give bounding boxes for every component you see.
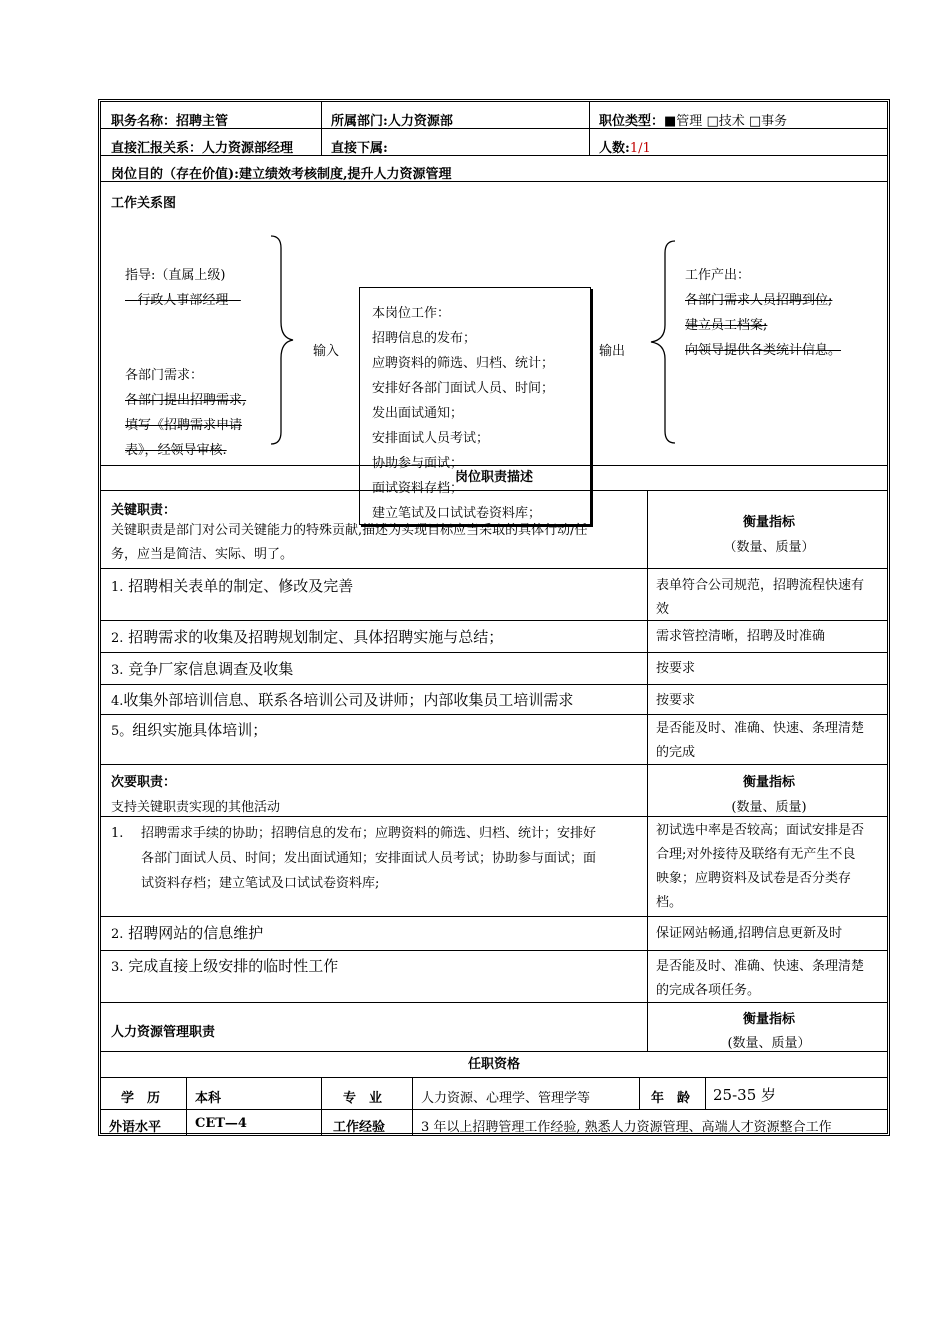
key-measure-title: 衡量指标 [742,515,795,530]
dept-cell [331,110,453,128]
output-line-1: 各部门需求人员招聘到位; [685,293,833,308]
dept-value: 人力资源部 [387,114,453,129]
key-item-2-measure: 需求管控清晰，招聘及时准确 [656,629,826,644]
secondary-item-1 [101,817,887,917]
key-item-5 [101,715,887,765]
hr-duties-row [101,1003,887,1052]
purpose-cell [111,163,451,181]
left-brace-icon [267,234,299,446]
center-line-3: 安排好各部门面试人员、时间； [372,381,555,396]
key-item-4-label: 收集外部培训信息、联系各培训公司及讲师；内部收集员工培训需求 [123,691,574,709]
key-measure-sub: （数量、质量） [723,540,815,555]
lang-value: CET—4 [195,1116,247,1131]
edu-label: 学 历 [121,1091,161,1106]
qualification-row-2 [101,1110,887,1136]
report-value: 人力资源部经理 [202,141,294,156]
secondary-measure-sub: (数量、质量) [731,800,807,815]
job-title-label: 职务名称： [111,114,177,129]
job-title-cell [111,110,228,128]
count-label: 人数: [599,141,630,156]
dept-need-line-2: 填写《招聘需求申请 [125,418,243,433]
output-line-2: 建立员工档案; [685,318,768,333]
type-option-affairs: □事务 [748,114,788,129]
dept-label: 所属部门: [331,114,388,129]
secondary-item-2-label: 招聘网站的信息维护 [128,924,264,942]
center-title: 本岗位工作： [372,306,451,321]
job-description-table [98,99,890,1136]
major-label: 专 业 [343,1091,383,1106]
key-title: 关键职责： [111,503,177,518]
key-item-1 [101,569,887,621]
hr-measure-sub: (数量、质量） [727,1036,811,1051]
secondary-item-2 [101,917,887,951]
key-duties-header [101,491,887,569]
key-item-4 [101,685,887,715]
major-value: 人力资源、心理学、管理学等 [421,1091,591,1106]
exp-label: 工作经验 [333,1120,386,1135]
secondary-item-1-line-3: 试资料存档；建立笔试及口试试卷资料库; [141,876,380,891]
key-item-1-text [111,575,353,596]
type-cell [599,110,787,128]
edu-value: 本科 [195,1091,222,1106]
secondary-title: 次要职责： [111,775,177,790]
center-line-8: 建立笔试及口试试卷资料库； [372,506,542,521]
key-item-5-text [111,719,267,740]
output-title: 工作产出： [685,268,751,283]
secondary-item-3-label: 完成直接上级安排的临时性工作 [128,957,339,975]
key-item-2 [101,621,887,653]
secondary-measure-title: 衡量指标 [742,775,795,790]
guide-value [125,289,241,308]
job-title-value: 招聘主管 [176,114,229,129]
qualification-row-1 [101,1078,887,1110]
lang-label: 外语水平 [109,1120,162,1135]
key-item-3-num: 3. [111,663,124,678]
center-line-2: 应聘资料的筛选、归档、统计； [372,356,555,371]
count-value: 1/1 [629,141,651,156]
key-item-5-num: 5。 [111,724,133,739]
secondary-item-1-measure-4: 档。 [656,895,683,910]
secondary-duties-header [101,765,887,817]
output-line-3: 向领导提供各类统计信息。 [685,343,842,358]
center-line-6: 协助参与面试； [372,456,464,471]
secondary-item-1-line-1: 招聘需求手续的协助；招聘信息的发布；应聘资料的筛选、归档、统计；安排好 [141,826,597,841]
type-option-management: ■管理 [664,114,703,129]
output-label: 输出 [599,344,626,359]
center-line-4: 发出面试通知； [372,406,464,421]
secondary-item-1-measure-3: 映象；应聘资料及试卷是否分类存 [656,871,852,886]
key-item-5-measure-1: 是否能及时、准确、快速、条理清楚 [656,721,865,736]
secondary-item-2-text [111,922,263,943]
center-line-1: 招聘信息的发布； [372,331,477,346]
key-item-1-num: 1. [111,580,124,595]
key-desc-line-1: 关键职责是部门对公司关键能力的特殊贡献,描述为实现目标应当采取的具体行动/任 [111,523,588,538]
right-brace-icon [645,239,679,445]
input-label: 输入 [313,344,340,359]
key-item-4-num: 4. [111,694,124,709]
key-item-2-label: 招聘需求的收集及招聘规划制定、具体招聘实施与总结； [128,628,504,646]
hr-title: 人力资源管理职责 [111,1025,216,1040]
secondary-item-3-measure-1: 是否能及时、准确、快速、条理清楚 [656,959,865,974]
center-line-7: 面试资料存档； [372,481,464,496]
row-report [101,129,887,156]
subordinate-cell [331,137,388,155]
exp-value: 3 年以上招聘管理工作经验, 熟悉人力资源管理、高端人才资源整合工作 [421,1120,832,1135]
type-label: 职位类型： [599,114,665,129]
key-desc-line-2: 务，应当是简洁、实际、明了。 [111,547,294,562]
center-line-5: 安排面试人员考试； [372,431,490,446]
secondary-item-1-measure-1: 初试选中率是否较高；面试安排是否 [656,823,865,838]
key-item-3 [101,653,887,685]
key-item-1-measure-2: 效 [656,602,670,617]
key-item-5-measure-2: 的完成 [656,745,696,760]
secondary-item-3-num: 3. [111,960,124,975]
key-item-5-label: 组织实施具体培训； [132,721,268,739]
row-purpose [101,156,887,182]
key-item-1-label: 招聘相关表单的制定、修改及完善 [128,577,354,595]
purpose-value: 建立绩效考核制度,提升人力资源管理 [238,167,452,182]
dept-need-label: 各部门需求： [125,368,204,383]
secondary-item-1-num: 1. [111,826,124,841]
dept-need-line-3: 表》，经领导审核. [125,443,227,458]
key-item-4-measure: 按要求 [656,693,696,708]
secondary-item-1-measure-2: 合理;对外接待及联络有无产生不良 [656,847,856,862]
report-cell [111,137,293,155]
relation-title: 工作关系图 [111,196,177,211]
count-cell [599,137,651,155]
key-item-1-measure-1: 表单符合公司规范，招聘流程快速有 [656,578,865,593]
secondary-item-3-text [111,955,338,976]
guide-label: 指导:（直属上级) [125,268,226,283]
key-item-3-text [111,658,293,679]
qualification-title: 任职资格 [101,1052,887,1078]
key-item-2-text [111,626,503,647]
secondary-item-2-measure: 保证网站畅通,招聘信息更新及时 [656,926,843,941]
secondary-item-2-num: 2. [111,927,124,942]
key-item-3-measure: 按要求 [656,661,696,676]
age-value: 25-35 岁 [713,1086,777,1104]
secondary-item-3-measure-2: 的完成各项任务。 [656,983,761,998]
duties-section-title: 岗位职责描述 [101,466,887,491]
subordinate-label: 直接下属: [331,141,388,156]
row-job-title [101,102,887,129]
key-item-3-label: 竞争厂家信息调查及收集 [128,660,294,678]
key-item-2-num: 2. [111,631,124,646]
hr-measure-title: 衡量指标 [742,1012,795,1027]
secondary-item-3 [101,951,887,1003]
secondary-item-1-line-2: 各部门面试人员、时间；发出面试通知；安排面试人员考试；协助参与面试；面 [141,851,597,866]
type-option-tech: □技术 [706,114,745,129]
dept-need-line-1: 各部门提出招聘需求, [125,393,247,408]
guide-value-text: 行政人事部经理 [137,293,229,308]
report-label: 直接汇报关系： [111,141,203,156]
secondary-desc: 支持关键职责实现的其他活动 [111,800,281,815]
purpose-label: 岗位目的（存在价值): [111,167,239,182]
age-label: 年 龄 [651,1091,691,1106]
key-item-4-text [111,689,573,710]
